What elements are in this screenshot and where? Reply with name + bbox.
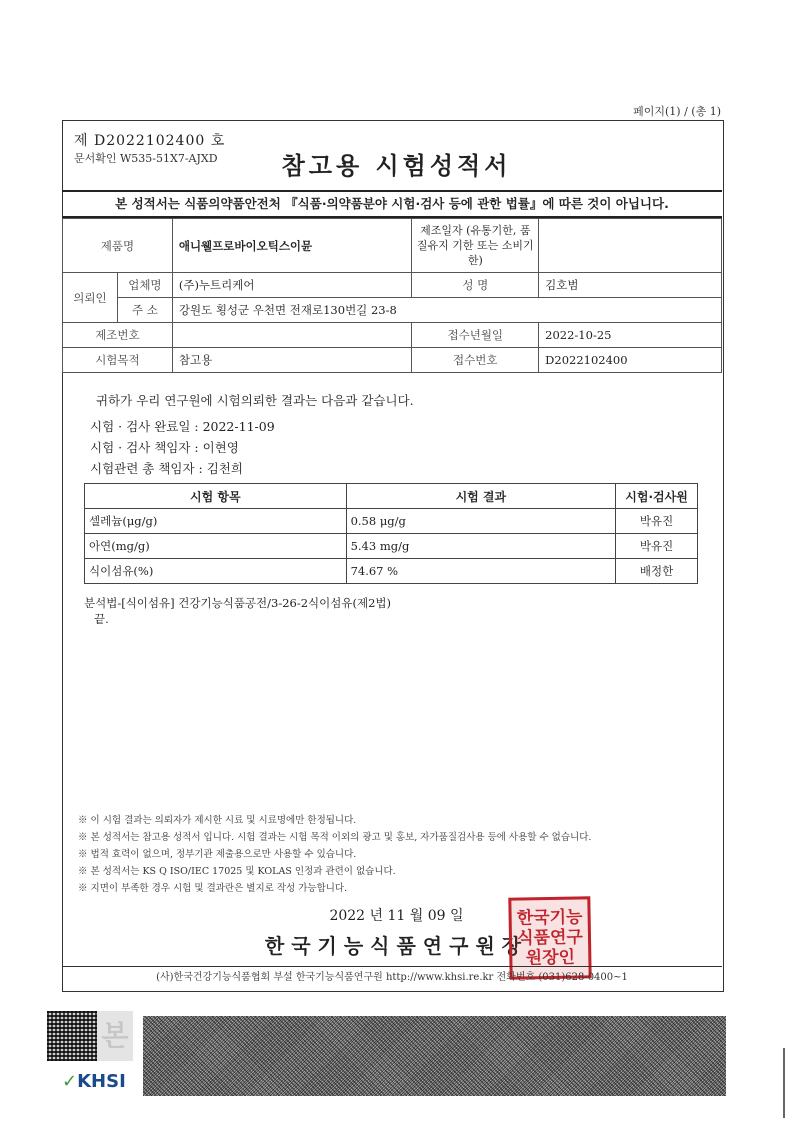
note-3: ※ 법적 효력이 없으며, 정부기관 제출용으로만 사용할 수 있습니다. [78, 849, 357, 860]
document-number: 제 D2022102400 호 [74, 133, 226, 149]
organization-name: 한국기능식품연구원장 [264, 934, 529, 958]
completion-date: 시험 · 검사 완료일 : 2022-11-09 [90, 419, 275, 434]
result-tester: 박유진 [616, 534, 698, 559]
mfg-no-label: 제조번호 [63, 323, 173, 348]
result-tester: 박유진 [616, 509, 698, 534]
header-result: 시험 결과 [346, 484, 616, 509]
mfg-date-label: 제조일자 (유통기한, 품질유지 기한 또는 소비기한) [412, 219, 539, 273]
header-tester: 시험·검사원 [616, 484, 698, 509]
product-label: 제품명 [63, 219, 173, 273]
company-label: 업체명 [117, 273, 172, 298]
name-value: 김호범 [539, 273, 722, 298]
product-value: 애니웰프로바이오틱스이뮨 [172, 219, 412, 273]
info-table [62, 218, 722, 373]
logo-text: KHSI [77, 1071, 126, 1092]
result-item: 아연(mg/g) [85, 534, 347, 559]
name-label: 성 명 [412, 273, 539, 298]
result-value: 74.67 % [346, 559, 616, 584]
result-item: 식이섬유(%) [85, 559, 347, 584]
security-pattern [143, 1016, 726, 1096]
end-mark: 끝. [94, 612, 109, 626]
edge-line [783, 1048, 785, 1118]
greeting-text: 귀하가 우리 연구원에 시험의뢰한 결과는 다음과 같습니다. [96, 393, 414, 408]
barcode-image [47, 1011, 97, 1061]
test-manager: 시험 · 검사 책임자 : 이현영 [90, 440, 239, 455]
receipt-date-value: 2022-10-25 [539, 323, 722, 348]
document-title: 참고용 시험성적서 [281, 152, 512, 180]
chief-manager: 시험관련 총 책임자 : 김천희 [90, 461, 243, 476]
note-4: ※ 본 성적서는 KS Q ISO/IEC 17025 및 KOLAS 인정과 관련이 없습니다. [78, 866, 396, 877]
address-value: 강원도 횡성군 우천면 전재로130번길 23-8 [172, 298, 721, 323]
analysis-method: 분석법-[식이섬유] 건강기능식품공전/3-26-2식이섬유(제2법) [84, 596, 392, 610]
original-stamp: 본 [97, 1011, 133, 1061]
note-2: ※ 본 성적서는 참고용 성적서 입니다. 시험 결과는 시험 목적 이외의 광고 및 홍보, 자가품질검사용 등에 사용할 수 없습니다. [78, 832, 592, 843]
results-table [84, 483, 698, 584]
requester-label: 의뢰인 [63, 273, 118, 323]
receipt-no-value: D2022102400 [539, 348, 722, 373]
receipt-no-label: 접수번호 [412, 348, 539, 373]
company-value: (주)누트리케어 [172, 273, 412, 298]
address-label: 주 소 [117, 298, 172, 323]
result-item: 셀레늄(μg/g) [85, 509, 347, 534]
result-value: 0.58 μg/g [346, 509, 616, 534]
table-row [85, 534, 698, 559]
note-1: ※ 이 시험 결과는 의뢰자가 제시한 시료 및 시료명에만 한정됩니다. [78, 815, 357, 826]
table-row [85, 509, 698, 534]
mfg-no-value [172, 323, 412, 348]
result-tester: 배정한 [616, 559, 698, 584]
page-label: 페이지(1) / (총 1) [633, 105, 721, 118]
khsi-logo [62, 1071, 126, 1092]
receipt-date-label: 접수년월일 [412, 323, 539, 348]
note-5: ※ 지면이 부족한 경우 시험 및 결과란은 별지로 작성 가능합니다. [78, 883, 348, 894]
leaf-icon: ✓ [62, 1071, 78, 1092]
disclaimer: 본 성적서는 식품의약품안전처 『식품·의약품분야 시험·검사 등에 관한 법률』에 따른 것이 아닙니다. [62, 190, 722, 218]
footer-contact: (사)한국건강기능식품협회 부설 한국기능식품연구원 http://www.khsi.re.kr 전화번호 (031)628-0400~1 [62, 966, 722, 989]
purpose-value: 참고용 [172, 348, 412, 373]
purpose-label: 시험목적 [63, 348, 173, 373]
table-row [85, 559, 698, 584]
result-value: 5.43 mg/g [346, 534, 616, 559]
verification-number: 문서확인 W535-51X7-AJXD [74, 152, 218, 165]
issue-date: 2022 년 11 월 09 일 [329, 908, 464, 924]
header-item: 시험 항목 [85, 484, 347, 509]
official-seal: 한국기능식품연구원장인 [508, 896, 591, 979]
mfg-date-value [539, 219, 722, 273]
